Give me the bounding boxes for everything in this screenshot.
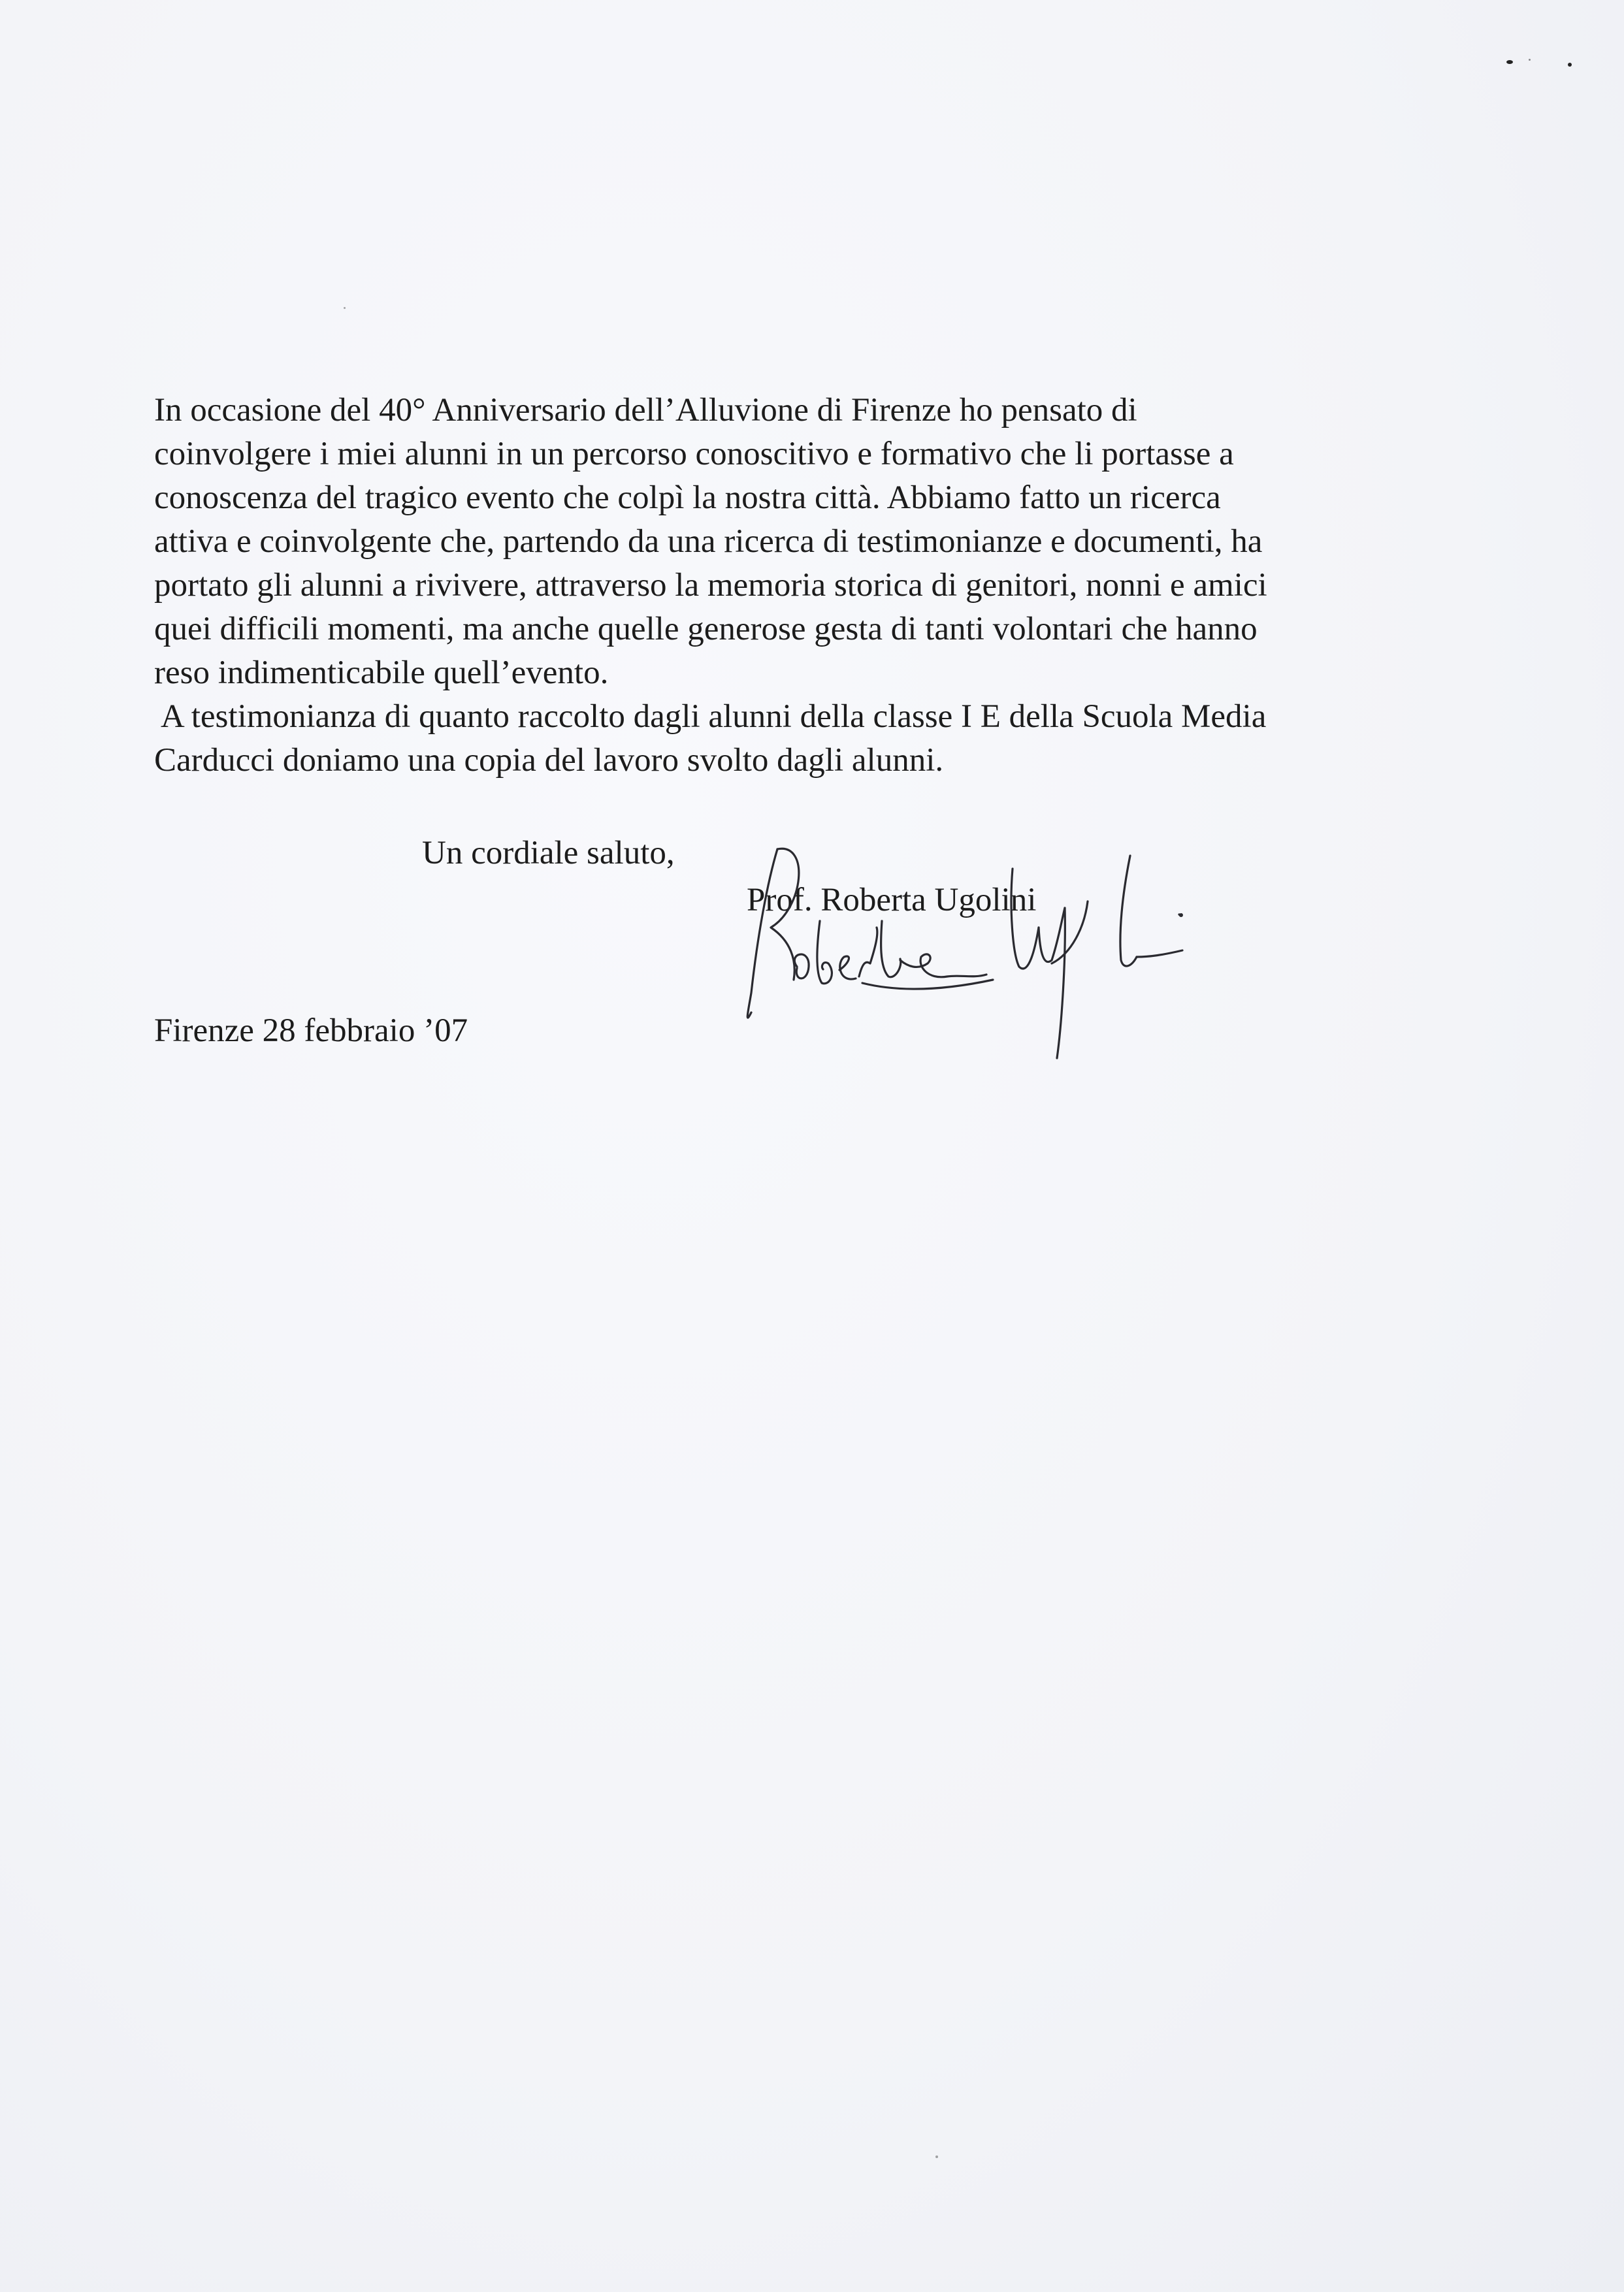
body-line: Carducci doniamo una copia del lavoro svolto dagli alunni. — [154, 742, 944, 779]
paper-speck — [1506, 60, 1513, 64]
paper-speck — [1529, 59, 1531, 61]
paper-speck — [935, 2155, 938, 2158]
body-line: coinvolgere i miei alunni in un percorso conoscitivo e formativo che li portasse a — [154, 436, 1234, 472]
place-and-date: Firenze 28 febbraio ’07 — [154, 1012, 468, 1049]
body-line: attiva e coinvolgente che, partendo da una ricerca di testimonianze e documenti, ha — [154, 523, 1263, 560]
paper-speck — [344, 307, 346, 309]
body-line: In occasione del 40° Anniversario dell’Alluvione di Firenze ho pensato di — [154, 392, 1137, 428]
handwritten-signature — [732, 830, 1202, 1065]
body-line: A testimonianza di quanto raccolto dagli alunni della classe I E della Scuola Media — [154, 698, 1267, 735]
letter-body — [154, 389, 1448, 783]
body-line: quei difficili momenti, ma anche quelle generose gesta di tanti volontari che hanno — [154, 611, 1258, 647]
body-line: conoscenza del tragico evento che colpì la nostra città. Abbiamo fatto un ricerca — [154, 479, 1221, 516]
signatory-name: Prof. Roberta Ugolini — [747, 882, 1037, 918]
paper-speck — [1568, 63, 1572, 67]
body-line: portato gli alunni a rivivere, attraverso la memoria storica di genitori, nonni e amici — [154, 567, 1267, 604]
closing-salutation: Un cordiale saluto, — [422, 835, 675, 871]
body-line: reso indimenticabile quell’evento. — [154, 654, 609, 691]
